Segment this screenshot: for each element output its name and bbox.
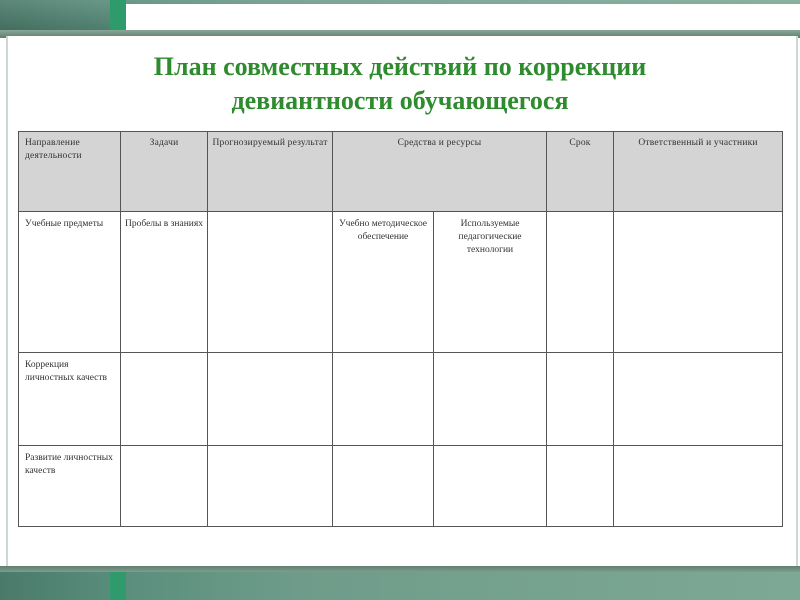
header-term: Срок xyxy=(547,132,614,212)
row-term-cell xyxy=(547,212,614,353)
row-responsible-cell xyxy=(614,353,783,446)
row-resource-2-cell xyxy=(434,353,547,446)
row-responsible-cell xyxy=(614,446,783,527)
row-resource-1-cell: Учебно методическое обеспечение xyxy=(333,212,434,353)
header-direction: Направление деятельности xyxy=(19,132,121,212)
table-row xyxy=(19,212,783,353)
row-direction-cell: Учебные предметы xyxy=(19,212,121,353)
row-responsible-cell xyxy=(614,212,783,353)
row-direction-cell: Коррекция личностных качеств xyxy=(19,353,121,446)
top-white-tab xyxy=(126,4,800,30)
row-tasks-cell xyxy=(121,446,208,527)
row-resource-2-cell: Используемые педагогические технологии xyxy=(434,212,547,353)
slide-title-line-1: План совместных действий по коррекции xyxy=(153,52,647,81)
bottom-green-tab xyxy=(110,572,126,600)
header-responsible: Ответственный и участники xyxy=(614,132,783,212)
slide-title xyxy=(0,50,800,118)
row-direction-cell: Развитие личностных качеств xyxy=(19,446,121,527)
row-result-cell xyxy=(208,446,333,527)
row-term-cell xyxy=(547,353,614,446)
table-row xyxy=(19,446,783,527)
row-tasks-cell xyxy=(121,353,208,446)
header-tasks: Задачи xyxy=(121,132,208,212)
row-term-cell xyxy=(547,446,614,527)
top-green-tab xyxy=(110,0,126,30)
action-plan-table xyxy=(18,131,783,527)
row-resource-2-cell xyxy=(434,446,547,527)
row-result-cell xyxy=(208,353,333,446)
row-resource-1-cell xyxy=(333,446,434,527)
top-decorative-band xyxy=(0,0,800,30)
header-expected-result: Прогнозируемый результат xyxy=(208,132,333,212)
header-means-and-resources: Средства и ресурсы xyxy=(333,132,547,212)
row-tasks-cell: Пробелы в знаниях xyxy=(121,212,208,353)
table-row xyxy=(19,353,783,446)
bottom-decorative-band xyxy=(0,572,800,600)
row-resource-1-cell xyxy=(333,353,434,446)
table-header-row xyxy=(19,132,783,212)
slide-title-line-2: девиантности обучающегося xyxy=(231,86,569,115)
row-result-cell xyxy=(208,212,333,353)
